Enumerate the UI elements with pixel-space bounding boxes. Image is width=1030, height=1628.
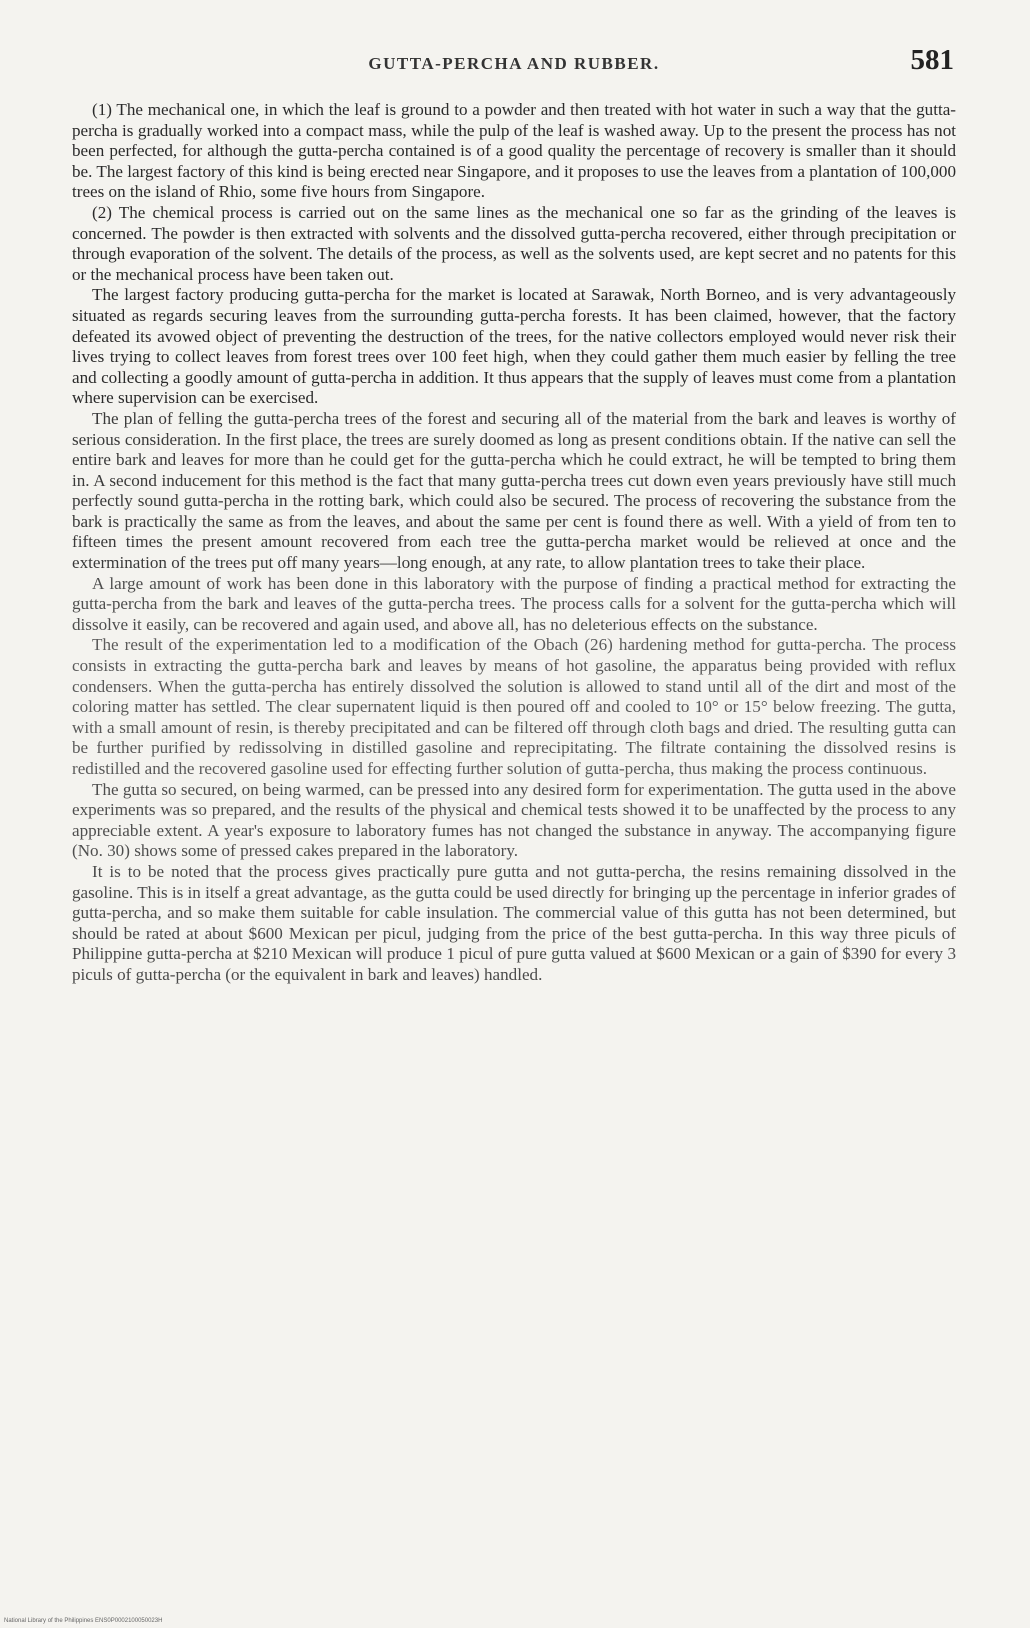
paragraph-chemical-process: (2) The chemical process is carried out on the same lines as the mechanical one so far as the grinding of the leaves is concerned. The powder is then extracted with solvents and the dissolved gutta-percha recovered, either through precipitation or through evaporation of the solvent. The details of the process, as well as the solvents used, are kept secret and no patents for this or the mechanical process have been taken out. — [72, 202, 956, 284]
paragraph-mechanical-process: (1) The mechanical one, in which the leaf is ground to a powder and then treated with hot water in such a way that the gutta-percha is gradually worked into a compact mass, while the pulp of the leaf is washed away. Up to the present the process has not been perfected, for although the gutta-percha contained is of a good quality the percentage of recovery is smaller than it should be. The largest factory of this kind is being erected near Singapore, and it proposes to use the leaves from a plantation of 100,000 trees on the island of Rhio, some five hours from Singapore. — [72, 100, 956, 202]
page-number: 581 — [910, 44, 954, 76]
paragraph-obach-method: The result of the experimentation led to a modification of the Obach (26) hardening method for gutta-percha. The process consists in extracting the gutta-percha bark and leaves by means of hot gasoline, the apparatus being provided with reflux condensers. When the gutta-percha has entirely dissolved the solution is allowed to stand until all of the dirt and most of the coloring matter has settled. The clear supernatent liquid is then poured off and cooled to 10° or 15° below freezing. The gutta, with a small amount of resin, is thereby precipitated and can be filtered off through cloth bags and dried. The resulting gutta can be further purified by redissolving in distilled gasoline and reprecipitating. The filtrate containing the dissolved resins is redistilled and the recovered gasoline used for effecting further solution of gutta-percha, thus making the process continuous. — [72, 635, 956, 778]
paragraph-sarawak-factory: The largest factory producing gutta-percha for the market is located at Sarawak, North Borneo, and is very advantageously situated as regards securing leaves from the surrounding gutta-percha forests. It has been claimed, however, that the factory defeated its avowed object of preventing the destruction of the trees, for the native collectors employed would never risk their lives trying to collect leaves from forest trees over 100 feet high, when they could gather them much easier by felling the tree and collecting a goodly amount of gutta-percha in addition. It thus appears that the supply of leaves must come from a plantation where supervision can be exercised. — [72, 285, 956, 408]
document-page — [72, 40, 956, 986]
paragraph-pressed-gutta: The gutta so secured, on being warmed, can be pressed into any desired form for experimentation. The gutta used in the above experiments was so prepared, and the results of the physical and chemical tests showed it to be unaffected by the process to any appreciable extent. A year's exposure to laboratory fumes has not changed the substance in anyway. The accompanying figure (No. 30) shows some of pressed cakes prepared in the laboratory. — [72, 779, 956, 861]
paragraph-felling-plan: The plan of felling the gutta-percha trees of the forest and securing all of the material from the bark and leaves is worthy of serious consideration. In the first place, the trees are surely doomed as long as present conditions obtain. If the native can sell the entire bark and leaves for more than he could get for the gutta-percha which he could extract, he will be tempted to bring them in. A second inducement for this method is the fact that many gutta-percha trees cut down even years previously have still much perfectly sound gutta-percha in the rotting bark, which could also be secured. The process of recovering the substance from the bark is practically the same as from the leaves, and about the same per cent is found there as well. With a yield of from ten to fifteen times the present amount recovered from each tree the gutta-percha market would be relieved at once and the extermination of the trees put off many years—long enough, at any rate, to allow plantation trees to take their place. — [72, 408, 956, 573]
paragraph-commercial-value: It is to be noted that the process gives practically pure gutta and not gutta-percha, the resins remaining dissolved in the gasoline. This is in itself a great advantage, as the gutta could be used directly for bringing up the percentage in inferior grades of gutta-percha, and so make them suitable for cable insulation. The commercial value of this gutta has not been determined, but should be rated at about $600 Mexican per picul, judging from the price of the best gutta-percha. In this way three piculs of Philippine gutta-percha at $210 Mexican will produce 1 picul of pure gutta valued at $600 Mexican or a gain of $390 for every 3 piculs of gutta-percha (or the equivalent in bark and leaves) handled. — [72, 861, 957, 984]
body-text — [72, 100, 956, 986]
running-head — [72, 40, 956, 90]
running-title: GUTTA-PERCHA AND RUBBER. — [368, 54, 660, 73]
paragraph-laboratory-work: A large amount of work has been done in this laboratory with the purpose of finding a practical method for extracting the gutta-percha from the bark and leaves of the gutta-percha trees. The process calls for a solvent for the gutta-percha which will dissolve it easily, can be recovered and again used, and above all, has no deleterious effects on the substance. — [72, 573, 956, 634]
scan-credit: National Library of the Philippines ENS0P0002100050023H — [4, 1618, 163, 1624]
